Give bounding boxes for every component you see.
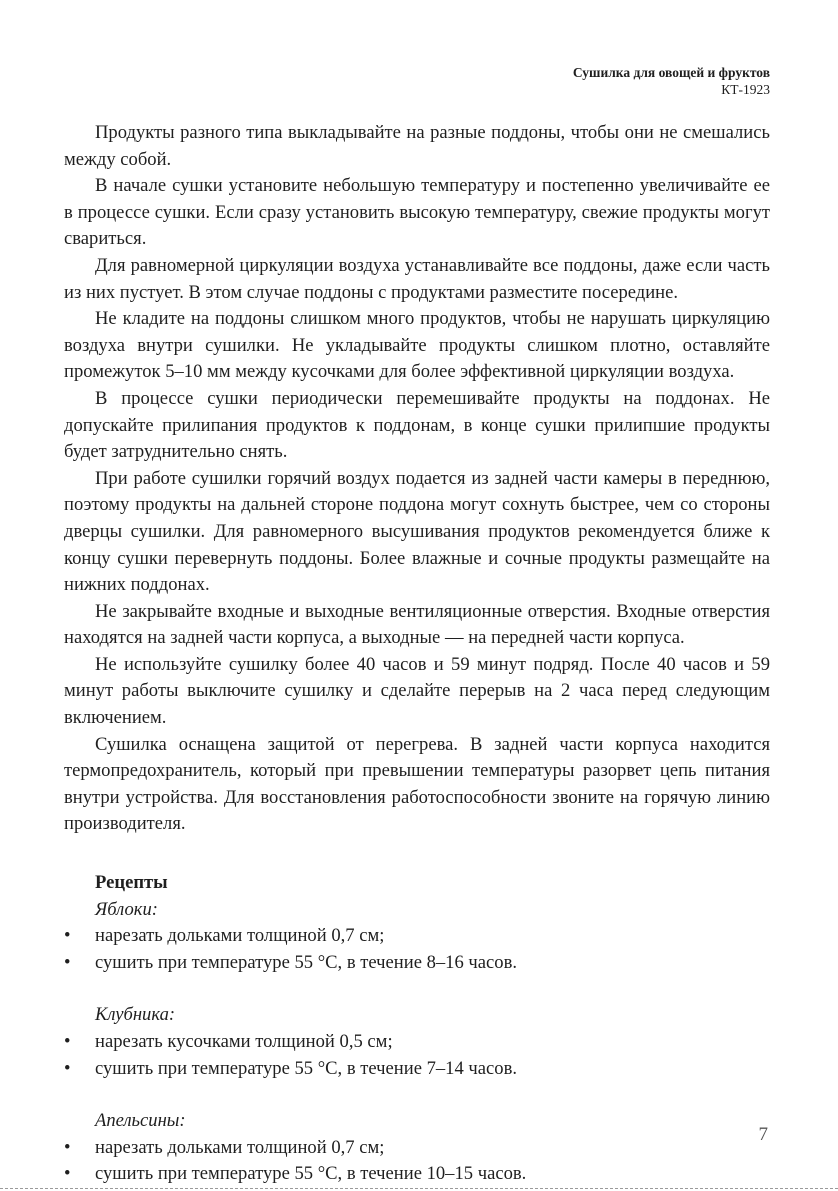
paragraph: Не используйте сушилку более 40 часов и 59 минут подряд. После 40 часов и 59 минут работы выключите сушилку и сделайте перерыв на 2 часа перед следующим включением. [64,653,770,729]
paragraph: Для равномерной циркуляции воздуха устанавливайте все поддоны, даже если часть из них пустует. В этом случае поддоны с продуктами разместите посередине. [64,254,770,303]
list-item [64,1029,770,1056]
paragraph: В начале сушки установите небольшую температуру и постепенно увеличивайте ее в процессе сушки. Если сразу установить высокую температуру, свежие продукты могут свариться. [64,175,770,250]
recipes-heading: Рецепты [95,872,168,894]
bottom-divider [0,1188,838,1189]
paragraph: Не закрывайте входные и выходные вентиляционные отверстия. Входные отверстия находятся на задней части корпуса, а выходные — на передней части корпуса. [64,600,770,649]
step-text: нарезать дольками толщиной 0,7 см; [95,1136,385,1158]
bullet-icon: • [64,1057,71,1079]
step-text: сушить при температуре 55 °C, в течение 8–16 часов. [95,951,518,973]
list-item [64,950,770,977]
recipes-section [64,870,770,1188]
step-text: сушить при температуре 55 °C, в течение 7–14 часов. [95,1057,518,1079]
bullet-icon: • [64,925,71,947]
recipe-apples [64,897,770,977]
recipe-steps [64,1029,770,1082]
list-item [64,1135,770,1162]
bullet-icon: • [64,1136,71,1158]
paragraph: В процессе сушки периодически перемешивайте продукты на поддонах. Не допускайте прилипания продуктов к поддонам, в конце сушки прилипшие продукты будет затруднительно снять. [64,387,770,463]
list-item [64,1056,770,1083]
model-number: КТ-1923 [721,82,770,97]
bullet-icon: • [64,1163,71,1185]
document-title: Сушилка для овощей и фруктов [572,65,770,80]
recipe-steps [64,923,770,976]
page-number: 7 [758,1124,768,1145]
bullet-icon: • [64,951,71,973]
paragraph: Продукты разного типа выкладывайте на разные поддоны, чтобы они не смешались между собой. [64,122,770,170]
recipe-name: Яблоки: [95,898,158,920]
paragraph: Не кладите на поддоны слишком много продуктов, чтобы не нарушать циркуляцию воздуха внутри сушилки. Не укладывайте продукты слишком плотно, оставляйте промежуток 5–10 мм между кусочками для более эффективной циркуляции воздуха. [64,308,770,383]
recipe-name: Клубника: [95,1004,176,1026]
list-item [64,923,770,950]
paragraph: При работе сушилки горячий воздух подается из задней части камеры в переднюю, поэтому продукты на дальней стороне поддона могут сохнуть быстрее, чем со стороны дверцы сушилки. Для равномерного высушивания продуктов рекомендуется ближе к концу сушки перевернуть поддоны. Более влажные и сочные продукты размещайте на нижних поддонах. [64,467,770,596]
list-item [64,1161,770,1188]
main-content [64,120,770,1188]
paragraph: Сушилка оснащена защитой от перегрева. В задней части корпуса находится термопредохранитель, который при превышении температуры разорвет цепь питания внутри устройства. Для восстановления работоспособности звоните на горячую линию производителя. [64,733,770,835]
recipe-steps [64,1135,770,1188]
step-text: нарезать кусочками толщиной 0,5 см; [95,1031,393,1052]
recipe-oranges [64,1108,770,1188]
page-header [573,64,770,98]
bullet-icon: • [64,1031,71,1052]
recipe-strawberries [64,1002,770,1082]
step-text: нарезать дольками толщиной 0,7 см; [95,925,385,947]
recipe-name: Апельсины: [95,1110,186,1132]
step-text: сушить при температуре 55 °C, в течение 10–15 часов. [95,1163,527,1185]
